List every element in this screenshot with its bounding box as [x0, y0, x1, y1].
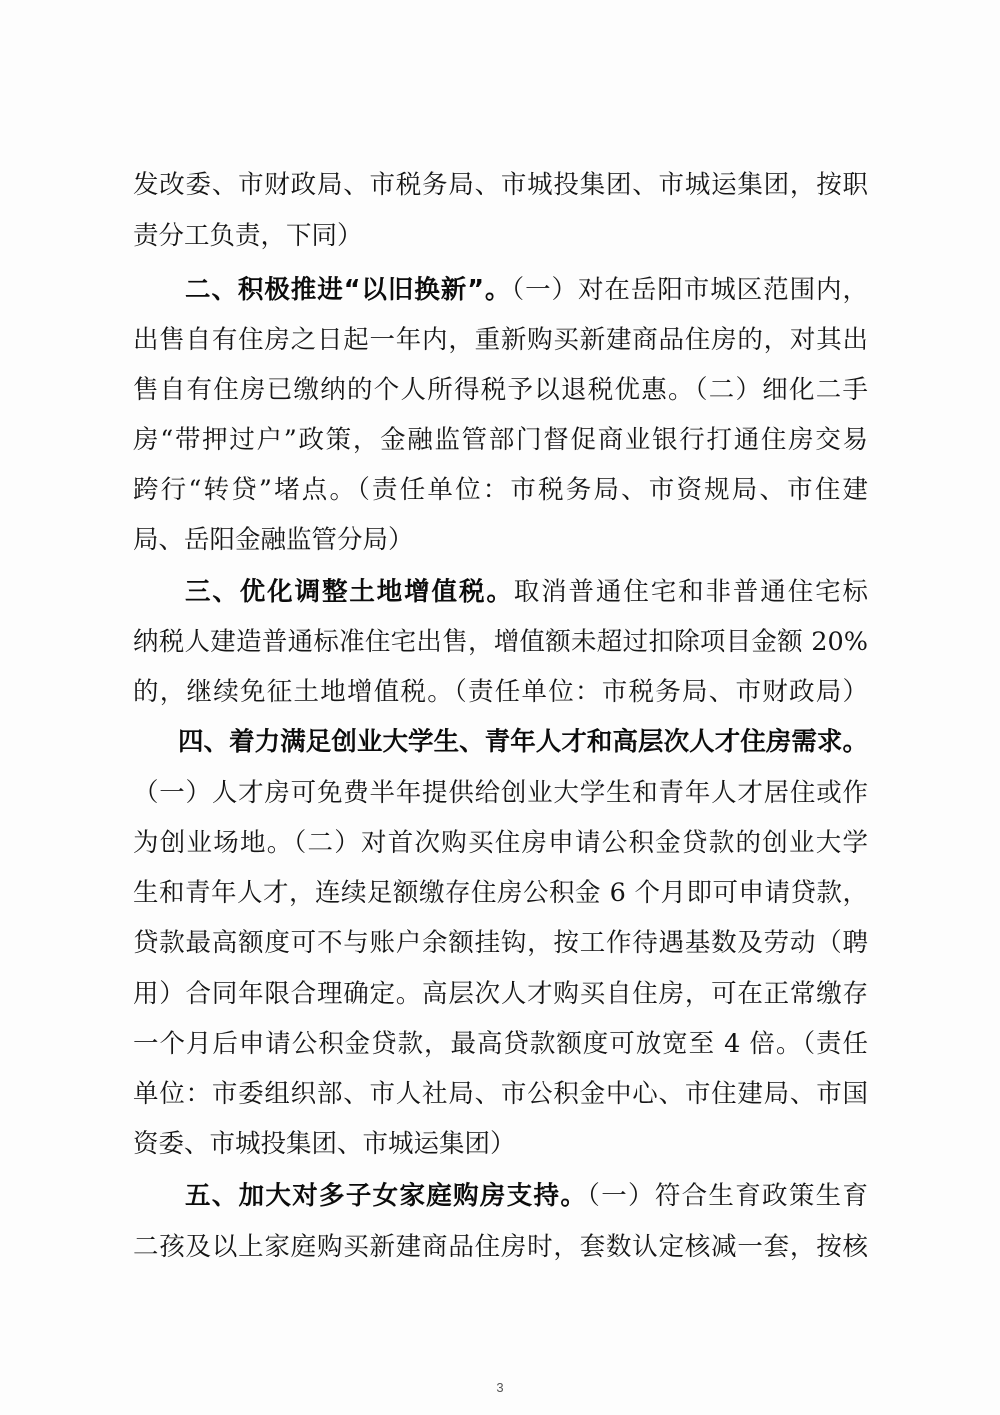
text-line — [133, 626, 868, 658]
line-text: 取消普通住宅和非普通住宅标 — [513, 577, 868, 607]
section-heading: 四、着力满足创业大学生、青年人才和高层次人才住房需求。 — [178, 727, 868, 757]
section-heading: 五、加大对多子女家庭购房支持。 — [185, 1181, 588, 1211]
text-line — [133, 827, 868, 859]
line-text: 售自有住房已缴纳的个人所得税予以退税优惠。（二）细化二手 — [133, 375, 868, 405]
section-2-first-line — [185, 274, 868, 306]
text-line — [133, 1028, 868, 1060]
line-text: 纳税人建造普通标准住宅出售，增值额未超过扣除项目金额 20% — [133, 627, 868, 657]
line-text: （一）符合生育政策生育 — [587, 1181, 868, 1211]
text-line — [133, 777, 868, 809]
line-text: 生和青年人才，连续足额缴存住房公积金 6 个月即可申请贷款， — [133, 878, 868, 908]
line-text: 贷款最高额度可不与账户余额挂钩，按工作待遇基数及劳动（聘 — [133, 928, 868, 958]
text-line — [133, 474, 868, 506]
line-text: 房“带押过户”政策，金融监管部门督促商业银行打通住房交易 — [133, 425, 868, 455]
line-text: 资委、市城投集团、市城运集团） — [133, 1129, 516, 1159]
line-text: 用）合同年限合理确定。高层次人才购买自住房，可在正常缴存 — [133, 979, 868, 1009]
section-heading: 三、优化调整土地增值税。 — [185, 577, 514, 607]
line-text: 发改委、市财政局、市税务局、市城投集团、市城运集团，按职 — [133, 170, 868, 200]
line-text: 出售自有住房之日起一年内，重新购买新建商品住房的，对其出 — [133, 325, 868, 355]
section-3-first-line — [185, 576, 868, 608]
line-text: 二孩及以上家庭购买新建商品住房时，套数认定核减一套，按核 — [133, 1232, 868, 1262]
line-text: 责分工负责，下同） — [133, 221, 363, 251]
section-5-first-line — [185, 1180, 868, 1212]
line-text: 的，继续免征土地增值税。（责任单位：市税务局、市财政局） — [133, 677, 868, 707]
text-line — [133, 927, 868, 959]
line-text: 局、岳阳金融监管分局） — [133, 525, 414, 555]
line-text: 一个月后申请公积金贷款，最高贷款额度可放宽至 4 倍。（责任 — [133, 1029, 868, 1059]
text-line — [133, 877, 868, 909]
page-number: 3 — [496, 1380, 504, 1395]
text-line — [133, 424, 868, 456]
text-line — [133, 374, 868, 406]
line-text: 单位：市委组织部、市人社局、市公积金中心、市住建局、市国 — [133, 1079, 868, 1109]
line-text: （一）对在岳阳市城区范围内， — [511, 275, 868, 305]
line-text: 为创业场地。（二）对首次购买住房申请公积金贷款的创业大学 — [133, 828, 868, 858]
text-line — [133, 220, 868, 252]
section-heading: 二、积极推进“以旧换新”。 — [185, 275, 512, 305]
text-line — [133, 1231, 868, 1263]
text-line — [133, 676, 868, 708]
text-line — [133, 324, 868, 356]
text-line — [133, 1128, 868, 1160]
text-line — [133, 1078, 868, 1110]
text-line — [133, 524, 868, 556]
line-text: 跨行“转贷”堵点。（责任单位：市税务局、市资规局、市住建 — [133, 475, 868, 505]
line-text: （一）人才房可免费半年提供给创业大学生和青年人才居住或作 — [133, 778, 868, 808]
text-line — [133, 169, 868, 201]
section-4-heading-line — [178, 726, 868, 758]
text-line — [133, 978, 868, 1010]
